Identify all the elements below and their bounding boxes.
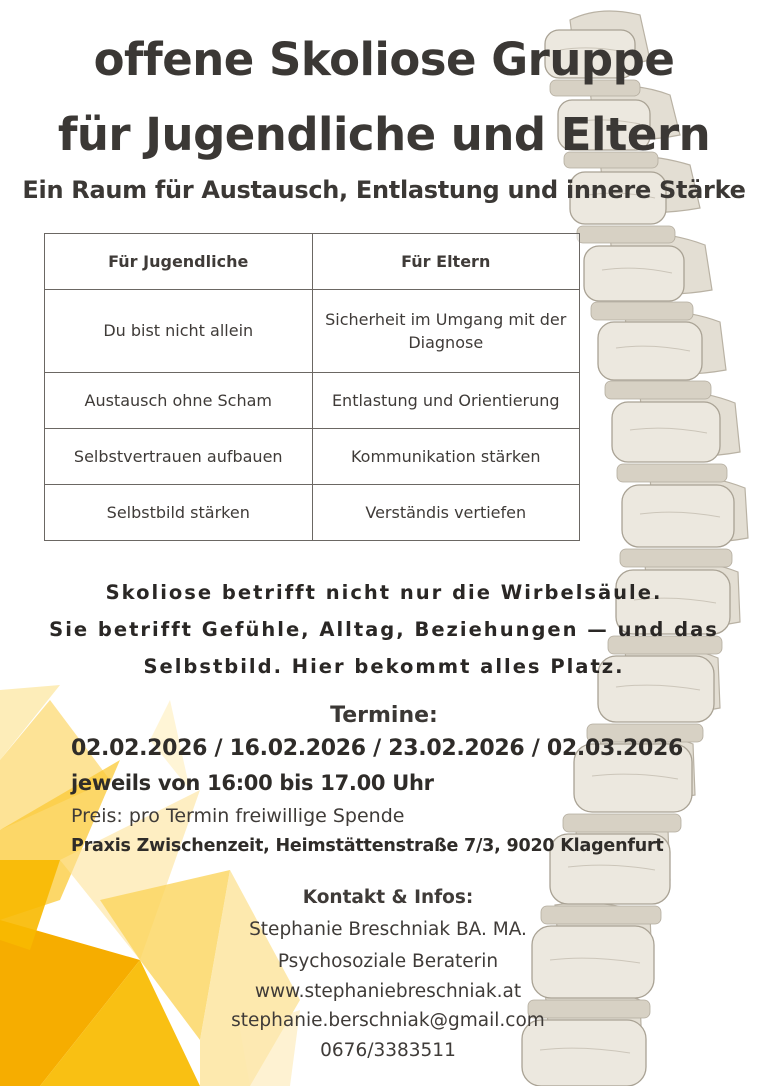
table-row <box>45 373 580 429</box>
page-title-line-1: offene Skoliose Gruppe <box>93 33 675 86</box>
statement-text <box>0 574 768 685</box>
table-row <box>45 290 580 373</box>
header-jugendliche: Für Jugendliche <box>45 234 313 290</box>
contact-phone[interactable]: 0676/3383511 <box>320 1040 456 1061</box>
header-eltern: Für Eltern <box>312 234 580 290</box>
table-cell: Sicherheit im Umgang mit der Diagnose <box>312 290 580 373</box>
contact-name: Stephanie Breschniak BA. MA. <box>249 919 527 940</box>
page-title-line-2: für Jugendliche und Eltern <box>57 108 711 161</box>
statement-line-3: Selbstbild. Hier bekommt alles Platz. <box>143 655 625 678</box>
termine-heading: Termine: <box>330 703 438 728</box>
contact-email-link[interactable]: stephanie.berschniak@gmail.com <box>231 1010 545 1031</box>
termine-time: jeweils von 16:00 bis 17.00 Uhr <box>71 771 434 795</box>
table-cell: Austausch ohne Scham <box>45 373 313 429</box>
termine-address: Praxis Zwischenzeit, Heimstättenstraße 7/3, 9020 Klagenfurt <box>71 836 664 856</box>
termine-price: Preis: pro Termin freiwillige Spende <box>71 805 405 827</box>
table-row <box>45 429 580 485</box>
statement-line-1: Skoliose betrifft nicht nur die Wirbelsäule. <box>105 581 663 604</box>
table-cell: Kommunikation stärken <box>312 429 580 485</box>
comparison-table <box>44 233 580 541</box>
table-cell: Entlastung und Orientierung <box>312 373 580 429</box>
contact-heading: Kontakt & Infos: <box>302 887 474 908</box>
termine-dates: 02.02.2026 / 16.02.2026 / 23.02.2026 / 02.03.2026 <box>71 736 684 761</box>
table-cell: Verständis vertiefen <box>312 485 580 541</box>
statement-line-2: Sie betrifft Gefühle, Alltag, Beziehungen — und das <box>49 618 719 641</box>
table-cell: Selbstbild stärken <box>45 485 313 541</box>
contact-role: Psychosoziale Beraterin <box>277 951 499 972</box>
table-header-row <box>45 234 580 290</box>
table-cell: Du bist nicht allein <box>45 290 313 373</box>
table-row <box>45 485 580 541</box>
page-subtitle: Ein Raum für Austausch, Entlastung und innere Stärke <box>22 176 746 204</box>
contact-website-link[interactable]: www.stephaniebreschniak.at <box>254 981 522 1002</box>
table-cell: Selbstvertrauen aufbauen <box>45 429 313 485</box>
